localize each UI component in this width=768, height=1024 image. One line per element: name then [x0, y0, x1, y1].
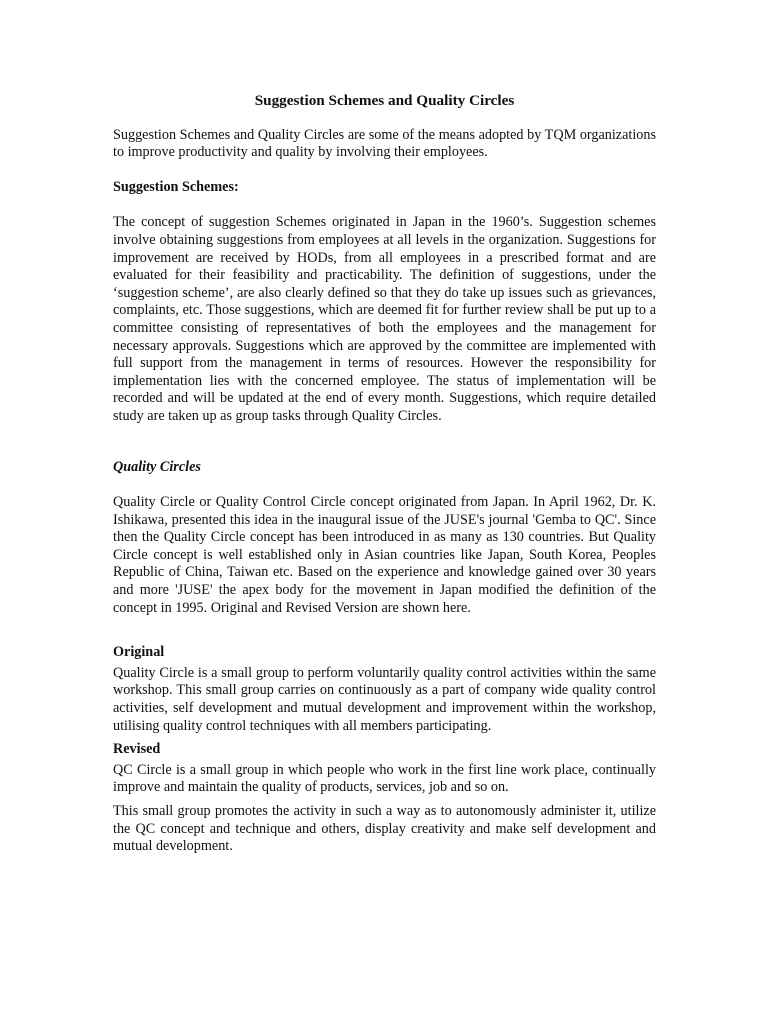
document-title: Suggestion Schemes and Quality Circles [254, 92, 515, 109]
revised-heading: Revised [113, 741, 161, 758]
intro-paragraph: Suggestion Schemes and Quality Circles are some of the means adopted by TQM organizations to improve productivity and quality by involving their employees. [113, 126, 656, 161]
original-paragraph: Quality Circle is a small group to perform voluntarily quality control activities within the same workshop. This small group carries on continuously as a part of company wide quality control activities, self development and mutual development and improvement within the workshop, utilising quality control techniques with all members participating. [113, 664, 656, 734]
revised-paragraph-1: QC Circle is a small group in which people who work in the first line work place, continually improve and maintain the quality of products, services, job and so on. [113, 761, 656, 796]
suggestion-schemes-paragraph: The concept of suggestion Schemes originated in Japan in the 1960’s. Suggestion schemes involve obtaining suggestions from employees at all levels in the organization. Suggestions for improvement are received by HODs, from all employees in a prescribed format and are evaluated for their feasibility and practicability. The definition of suggestions, under the ‘suggestion scheme’, are also clearly defined so that they do take up issues such as grievances, complaints, etc. Those suggestions, which are deemed fit for further review shall be put up to a committee consisting of representatives of both the employees and the management for necessary approvals. Suggestions which are approved by the committee are implemented with full support from the management in terms of resources. However the responsibility for implementation lies with the concerned employee. The status of implementation will be recorded and will be updated at the end of every month. Suggestions, which require detailed study are taken up as group tasks through Quality Circles. [113, 214, 656, 424]
suggestion-schemes-heading: Suggestion Schemes: [113, 178, 239, 195]
revised-paragraph-2: This small group promotes the activity in such a way as to autonomously administer it, utilize the QC concept and technique and others, display creativity and make self development and mutual development. [113, 803, 656, 855]
quality-circles-paragraph: Quality Circle or Quality Control Circle concept originated from Japan. In April 1962, Dr. K. Ishikawa, presented this idea in the inaugural issue of the JUSE's journal 'Gemba to QC'. Since then the Quality Circle concept has been introduced in as many as 130 countries. But Quality Circle concept is well established only in Asian countries like Japan, South Korea, Peoples Republic of China, Taiwan etc. Based on the experience and knowledge gained over 30 years and more 'JUSE' the apex body for the movement in Japan modified the definition of the concept in 1995. Original and Revised Version are shown here. [113, 494, 656, 616]
quality-circles-heading: Quality Circles [113, 458, 201, 475]
document-page [113, 92, 656, 856]
original-heading: Original [113, 644, 165, 661]
